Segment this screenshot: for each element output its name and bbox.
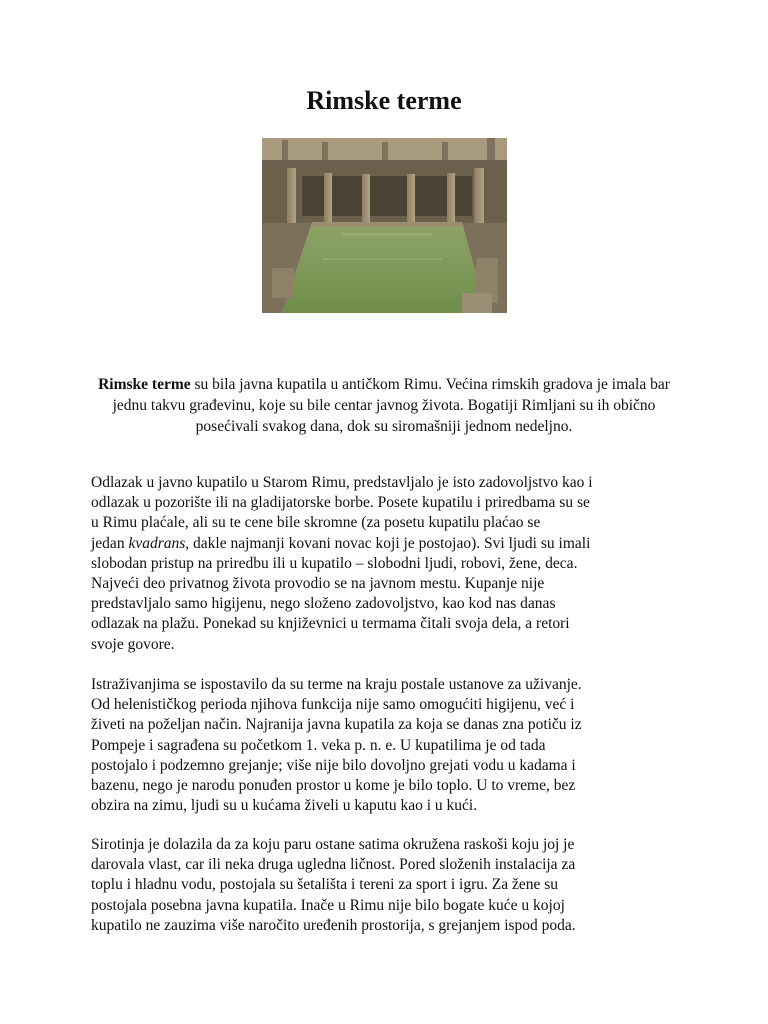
paragraph-1-line-kvadrans: [91, 534, 681, 554]
intro-bold-term: Rimske terme: [98, 376, 191, 393]
paragraph-2-line: Od helenističkog perioda njihova funkcija nije samo omogućiti higijenu, već i: [91, 696, 575, 714]
paragraph-2-line: Pompeje i sagrađena su početkom 1. veka p. n. e. U kupatilima je od tada: [91, 736, 546, 754]
kvadrans-line-after: , dakle najmanji kovani novac koji je postojao). Svi ljudi su imali: [185, 534, 591, 552]
paragraph-2-line: obzira na zimu, ljudi su u kućama živeli u kaputu kao i u kući.: [91, 797, 478, 815]
paragraph-1-line: odlazak na plažu. Ponekad su književnici u termama čitali svoja dela, a retori: [91, 615, 570, 633]
paragraph-3-line: darovala vlast, car ili neka druga ugledna ličnost. Pored složenih instalacija za: [91, 856, 576, 874]
paragraph-2-line: živeti na poželjan način. Najranija javna kupatila za koja se danas zna potiču iz: [91, 716, 582, 734]
intro-paragraph: [84, 374, 684, 437]
paragraph-1-line: svoje govore.: [91, 635, 175, 653]
kvadrans-italic: kvadrans: [128, 534, 186, 552]
paragraph-1: [91, 473, 681, 655]
kvadrans-line-before: jedan: [91, 534, 129, 552]
paragraph-2-line: postojalo i podzemno grejanje; više nije bilo dovoljno grejati vodu u kadama i: [91, 756, 576, 774]
paragraph-3-line: kupatilo ne zauzima više naročito uređenih prostorija, s grejanjem ispod poda.: [91, 916, 576, 934]
paragraph-3-line: toplu i hladnu vodu, postojala su šetališta i tereni za sport i igru. Za žene su: [91, 876, 559, 894]
paragraph-2-line: bazenu, nego je narodu ponuđen prostor u kome je bilo toplo. U to vreme, bez: [91, 777, 576, 795]
paragraph-1-line: u Rimu plaćale, ali su te cene bile skromne (za posetu kupatilu plaćao se: [91, 514, 541, 532]
paragraph-3: [91, 835, 681, 936]
paragraph-1-line: Odlazak u javno kupatilo u Starom Rimu, predstavljalo je isto zadovoljstvo kao i: [91, 474, 593, 491]
paragraph-1-line: predstavljalo samo higijenu, nego složeno zadovoljstvo, kao kod nas danas: [91, 595, 556, 613]
paragraph-3-line: Sirotinja je dolazila da za koju paru ostane satima okružena raskoši koju joj je: [91, 836, 575, 853]
roman-baths-photo: [262, 138, 507, 313]
paragraph-1-line: slobodan pristup na priredbu ili u kupatilo – slobodni ljudi, robovi, žene, deca.: [91, 554, 578, 572]
intro-text: su bila javna kupatila u antičkom Rimu. Većina rimskih gradova je imala bar jednu takvu građevinu, koje su bile centar javnog života. Bogatiji Rimljani su ih obično posećivali svakog dana, dok su siromašniji jednom nedeljno.: [112, 376, 670, 435]
paragraph-2-line: Istraživanjima se ispostavilo da su terme na kraju postale ustanove za uživanje.: [91, 676, 582, 693]
paragraph-1-line: Najveći deo privatnog života provodio se na javnom mestu. Kupanje nije: [91, 575, 545, 593]
paragraph-2: [91, 675, 681, 816]
paragraph-1-line: odlazak u pozorište ili na gladijatorske borbe. Posete kupatilu i priredbama su se: [91, 494, 590, 512]
paragraph-3-line: postojala posebna javna kupatila. Inače u Rimu nije bilo bogate kuće u kojoj: [91, 896, 565, 914]
page-title: Rimske terme: [306, 86, 462, 115]
